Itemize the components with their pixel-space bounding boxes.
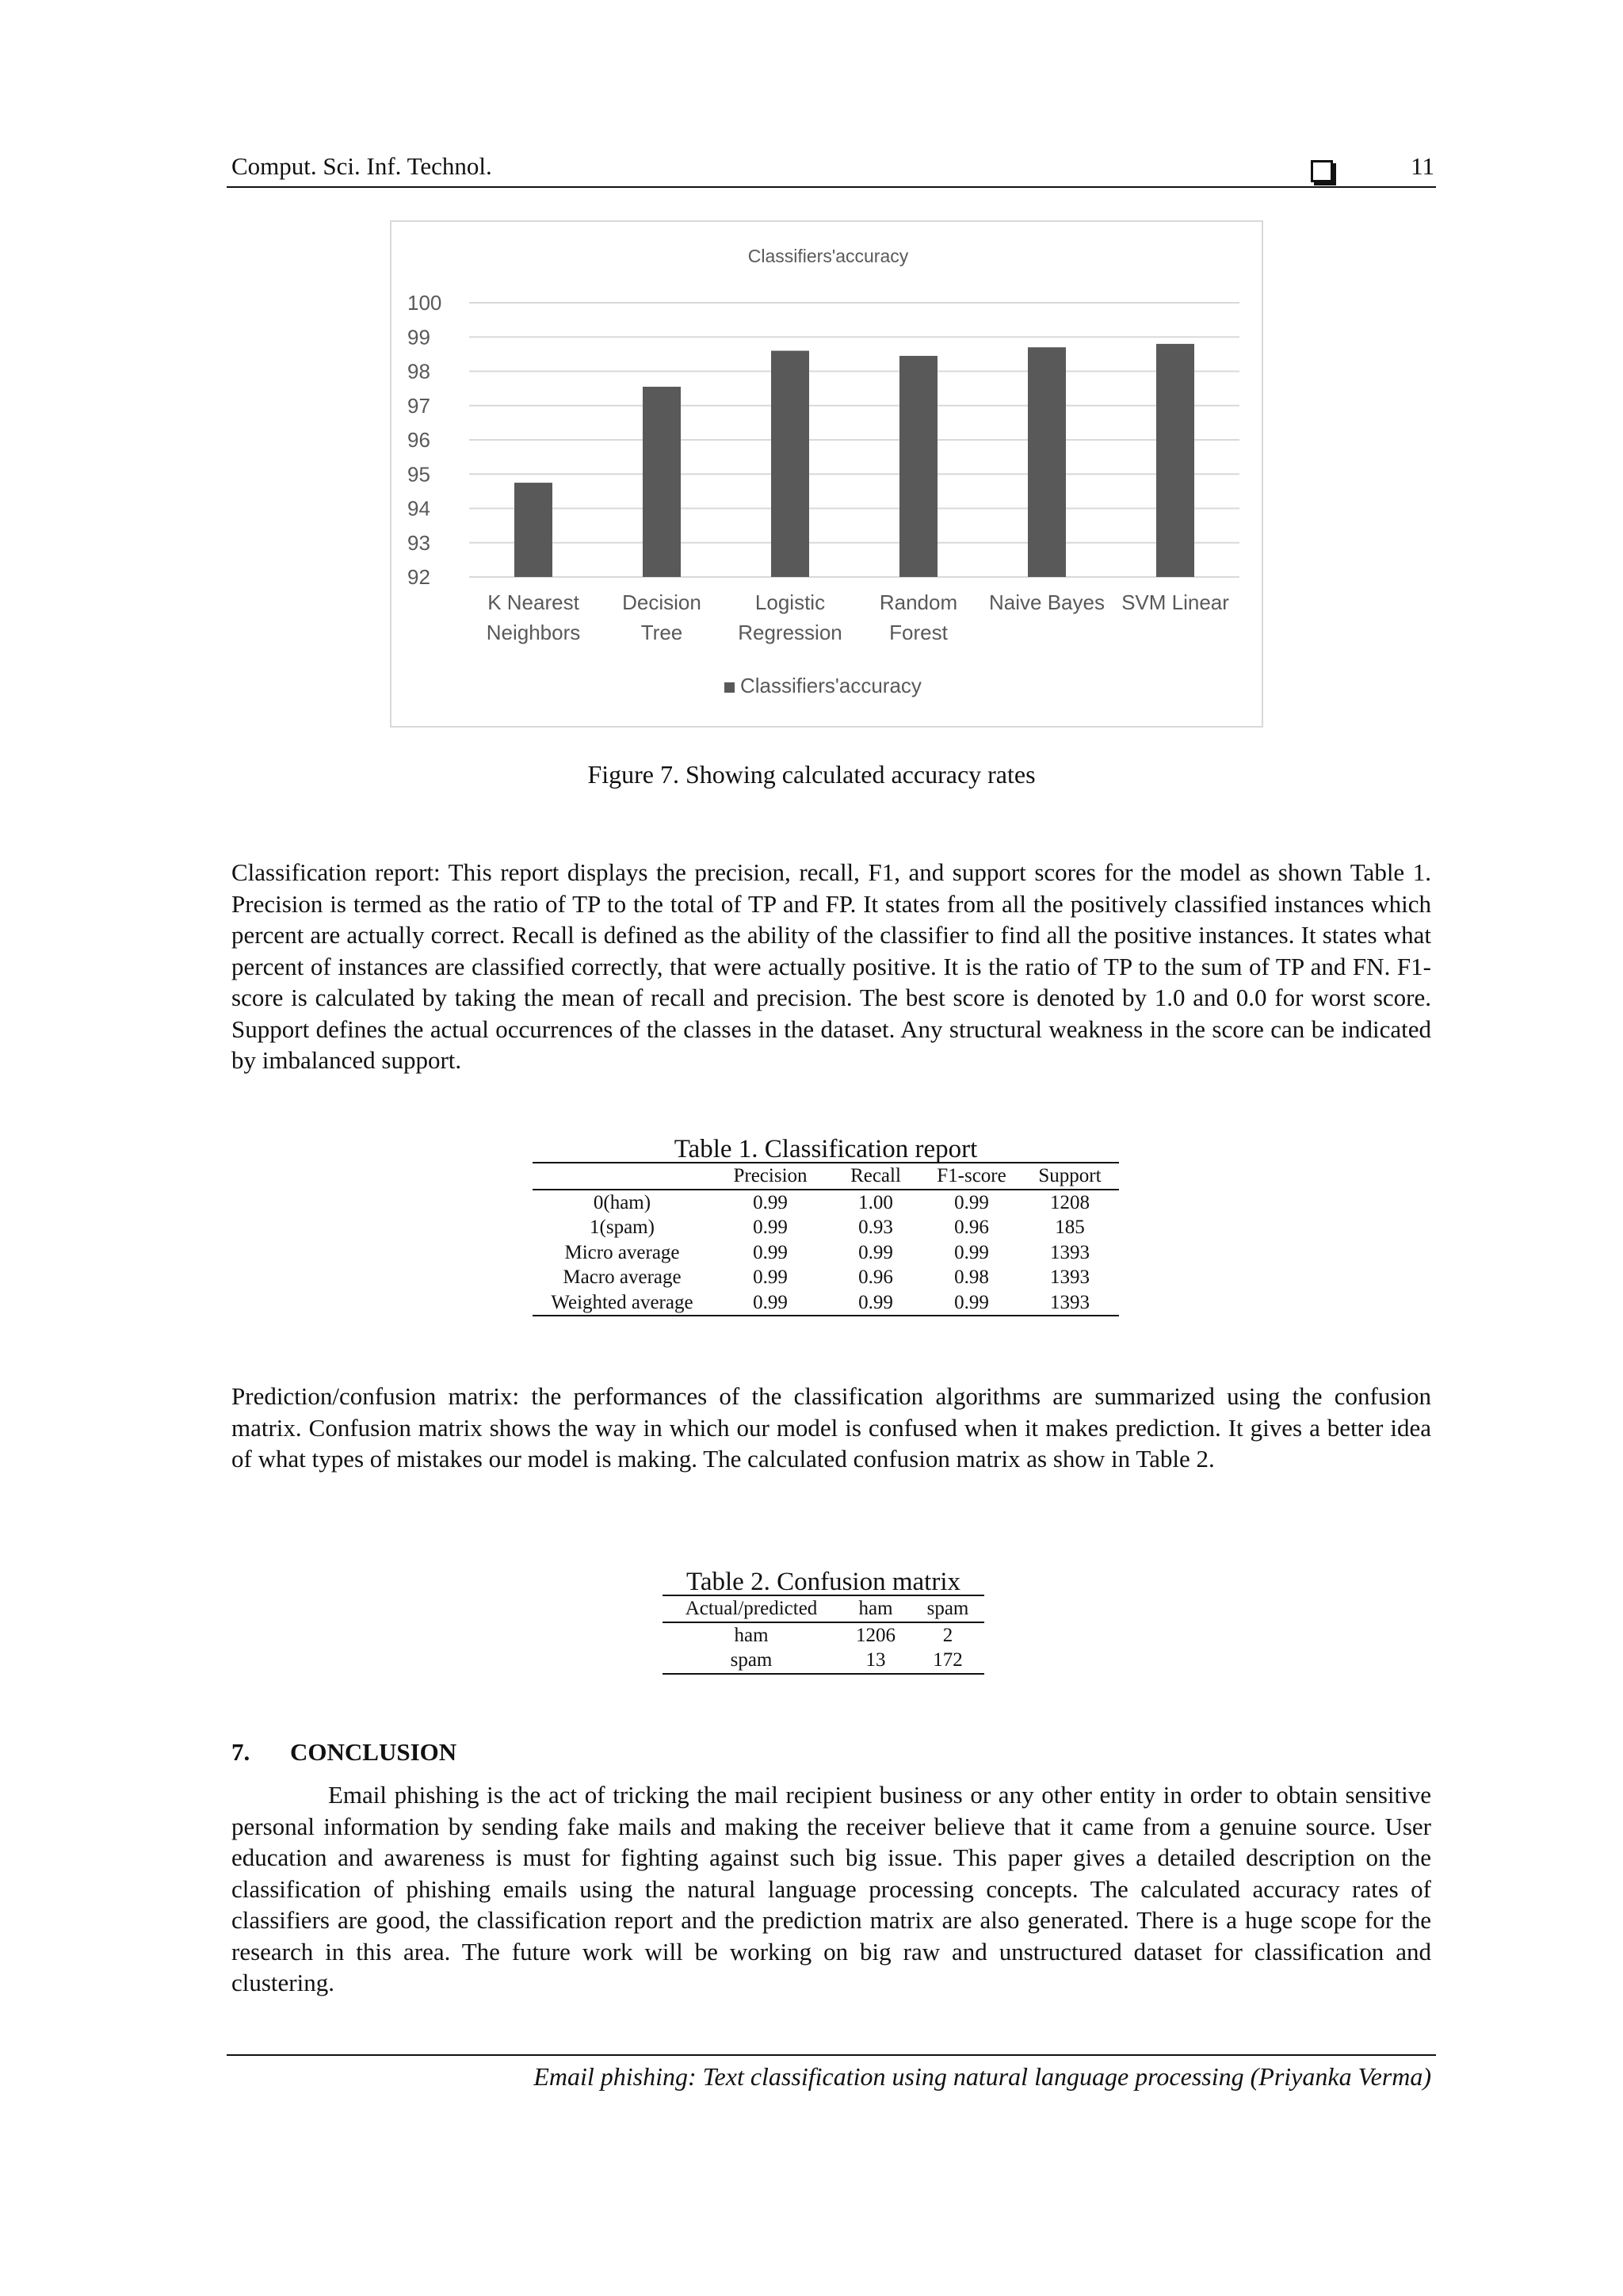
journal-name: Comput. Sci. Inf. Technol. xyxy=(231,152,492,180)
table-cell: 1.00 xyxy=(858,1191,893,1213)
row-label: 0(ham) xyxy=(593,1191,651,1213)
table-cell: 0.99 xyxy=(954,1241,989,1263)
section-number: 7. xyxy=(231,1738,250,1766)
table-cell: 1208 xyxy=(1050,1191,1090,1213)
x-tick-label: Decision xyxy=(622,590,701,614)
table-cell: 185 xyxy=(1055,1217,1085,1238)
table-cell: 1393 xyxy=(1050,1241,1090,1263)
bar xyxy=(1156,344,1194,577)
row-label: spam xyxy=(730,1649,773,1671)
table-row xyxy=(533,1290,1119,1316)
table-cell: 0.99 xyxy=(954,1191,989,1213)
table-cell: 0.99 xyxy=(753,1266,788,1288)
table-header-cell: Precision xyxy=(733,1165,808,1186)
paragraph-confusion-matrix: Prediction/confusion matrix: the performances of the classification algorithms are summarized using the confusion matrix. Confusion matrix shows the way in which our model is confused when it makes prediction. It gives a better idea of what types of mistakes our model is making. The calculated confusion matrix as show in Table 2. xyxy=(231,1382,1431,1473)
y-tick-label: 92 xyxy=(407,565,430,589)
x-tick-label: Naive Bayes xyxy=(989,590,1105,614)
table-cell: 0.99 xyxy=(753,1241,788,1263)
table-header-cell: F1-score xyxy=(937,1165,1006,1186)
table-cell: 0.96 xyxy=(954,1217,989,1238)
table-cell: 0.93 xyxy=(858,1217,893,1238)
row-label: Macro average xyxy=(563,1266,682,1288)
bar xyxy=(1028,347,1066,577)
table-header-cell: ham xyxy=(858,1598,893,1619)
table-row xyxy=(663,1622,984,1648)
y-tick-label: 94 xyxy=(407,496,430,521)
legend-label: Classifiers'accuracy xyxy=(740,674,922,697)
bar xyxy=(771,351,809,577)
table-cell: 13 xyxy=(865,1649,886,1671)
footer-rule xyxy=(227,2054,1436,2056)
table-header-cell: Support xyxy=(1038,1165,1102,1186)
table-header-cell xyxy=(533,1163,712,1190)
page-number: 11 xyxy=(1411,152,1434,180)
x-tick-label: K Nearest xyxy=(487,590,579,614)
y-tick-label: 97 xyxy=(407,393,430,418)
paragraph-conclusion: Email phishing is the act of tricking the mail recipient business or any other entity in order to obtain sensitive personal information by sending fake mails and making the receiver believe that it came from a genuine source. User education and awareness is must for fighting against such big issue. This paper gives a detailed description on the classification of phishing emails using the natural language processing concepts. The calculated accuracy rates of classifiers are good, the classification report and the prediction matrix are also generated. There is a huge scope for the research in this area. The future work will be working on big raw and unstructured dataset for classification and clustering. xyxy=(231,1781,1431,1996)
row-label: ham xyxy=(734,1624,769,1646)
checkbox-icon xyxy=(1311,160,1333,182)
table-cell: 0.96 xyxy=(858,1266,893,1288)
chart-x-axis xyxy=(487,590,1230,644)
table-header-cell: Actual/predicted xyxy=(685,1598,818,1619)
table-row xyxy=(533,1190,1119,1216)
table-row xyxy=(533,1215,1119,1240)
figure-caption: Figure 7. Showing calculated accuracy rates xyxy=(587,760,1036,789)
chart-y-axis xyxy=(407,291,441,589)
y-tick-label: 99 xyxy=(407,325,430,350)
table-cell: 1393 xyxy=(1050,1266,1090,1288)
chart-grid xyxy=(469,303,1239,577)
table-cell: 0.99 xyxy=(858,1241,893,1263)
y-tick-label: 93 xyxy=(407,530,430,555)
y-tick-label: 96 xyxy=(407,428,430,452)
table-row xyxy=(663,1648,984,1674)
table-cell: 1206 xyxy=(856,1624,896,1646)
x-tick-label: Forest xyxy=(889,621,948,644)
row-label: 1(spam) xyxy=(590,1217,655,1238)
table-header-cell: spam xyxy=(926,1598,969,1619)
bar xyxy=(514,483,552,577)
x-tick-label: SVM Linear xyxy=(1121,590,1229,614)
row-label: Weighted average xyxy=(551,1291,693,1313)
classification-report-table xyxy=(533,1162,1119,1316)
y-tick-label: 95 xyxy=(407,462,430,487)
y-tick-label: 100 xyxy=(407,291,442,315)
bar xyxy=(899,356,938,577)
table-header-cell: Recall xyxy=(850,1165,901,1186)
y-tick-label: 98 xyxy=(407,359,430,384)
running-title: Email phishing: Text classification using natural language processing (Priyanka Verma) xyxy=(533,2062,1431,2091)
table-row xyxy=(533,1240,1119,1266)
table-cell: 0.99 xyxy=(753,1191,788,1213)
table-cell: 2 xyxy=(942,1624,953,1646)
header-rule xyxy=(227,186,1436,188)
table-cell: 0.98 xyxy=(954,1266,989,1288)
table-header-row xyxy=(533,1163,1119,1190)
paragraph-classification-report: Classification report: This report displays the precision, recall, F1, and support scores for the model as shown Table 1. Precision is termed as the ratio of TP to the total of TP and FP. It states from all the positively classified instances which percent are actually correct. Recall is defined as the ability of the classifier to find all the positive instances. It states what percent of instances are classified correctly, that were actually positive. It is the ratio of TP to the sum of TP and FN. F1-score is calculated by taking the mean of recall and precision. The best score is denoted by 1.0 and 0.0 for worst score. Support defines the actual occurrences of the classes in the dataset. Any structural weakness in the score can be indicated by imbalanced support. xyxy=(231,858,1431,1074)
chart-title: Classifiers'accuracy xyxy=(747,246,909,266)
x-tick-label: Tree xyxy=(640,621,683,644)
legend-swatch xyxy=(724,682,735,693)
table-cell: 0.99 xyxy=(858,1291,893,1313)
table-cell: 0.99 xyxy=(954,1291,989,1313)
row-label: Micro average xyxy=(564,1241,680,1263)
table-row xyxy=(533,1265,1119,1290)
bar xyxy=(643,387,681,577)
accuracy-chart xyxy=(390,220,1263,728)
table-cell: 0.99 xyxy=(753,1291,788,1313)
accuracy-chart-svg xyxy=(391,222,1265,729)
table-1-title: Table 1. Classification report xyxy=(674,1135,978,1163)
x-tick-label: Neighbors xyxy=(486,621,581,644)
table-cell: 1393 xyxy=(1050,1291,1090,1313)
table-header-row xyxy=(663,1595,984,1622)
x-tick-label: Regression xyxy=(738,621,842,644)
table-2-title: Table 2. Confusion matrix xyxy=(686,1568,960,1596)
chart-legend xyxy=(724,674,922,697)
section-title: CONCLUSION xyxy=(290,1738,457,1766)
x-tick-label: Random xyxy=(879,590,958,614)
table-cell: 0.99 xyxy=(753,1217,788,1238)
confusion-matrix-table xyxy=(663,1595,984,1675)
x-tick-label: Logistic xyxy=(754,590,826,614)
table-cell: 172 xyxy=(933,1649,963,1671)
